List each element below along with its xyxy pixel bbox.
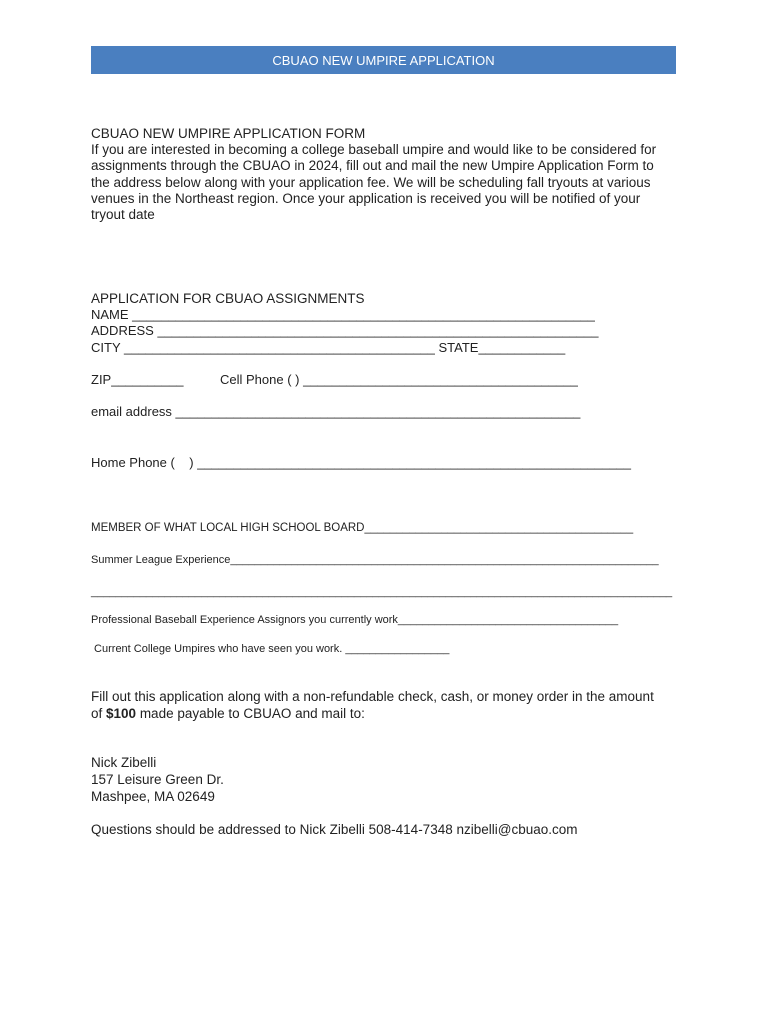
payment-suffix: made payable to CBUAO and mail to:	[136, 706, 365, 721]
application-heading: APPLICATION FOR CBUAO ASSIGNMENTS	[91, 291, 365, 306]
summer-league-field[interactable]: Summer League Experience______________________________________________________________________	[91, 554, 659, 566]
cell-phone-field[interactable]: Cell Phone ( ) ______________________________________	[220, 372, 578, 387]
mail-to-city: Mashpee, MA 02649	[91, 789, 215, 804]
intro-line: assignments through the CBUAO in 2024, fill out and mail the new Umpire Application Form to	[91, 158, 654, 174]
address-field[interactable]: ADDRESS _____________________________________________________________	[91, 323, 599, 338]
member-board-field[interactable]: MEMBER OF WHAT LOCAL HIGH SCHOOL BOARD__________________________________________	[91, 522, 634, 534]
form-title: CBUAO NEW UMPIRE APPLICATION FORM	[91, 126, 366, 141]
intro-line: tryout date	[91, 207, 155, 223]
banner-title: CBUAO NEW UMPIRE APPLICATION	[272, 52, 495, 68]
payment-prefix: of	[91, 706, 107, 721]
email-field[interactable]: email address ________________________________________________________	[91, 404, 581, 419]
blank-line-field[interactable]: _______________________________________________________________________________________________	[91, 586, 673, 598]
fee-amount: $100	[106, 706, 137, 721]
contact-line: Questions should be addressed to Nick Zibelli 508-414-7348 nzibelli@cbuao.com	[91, 822, 578, 837]
pro-experience-field[interactable]: Professional Baseball Experience Assignors you currently work____________________________________	[91, 614, 619, 626]
city-state-field[interactable]: CITY ___________________________________________ STATE____________	[91, 340, 566, 355]
mail-to-name: Nick Zibelli	[91, 755, 157, 770]
title-banner	[91, 46, 676, 74]
payment-line-1: Fill out this application along with a non-refundable check, cash, or money order in the amount	[91, 689, 654, 704]
college-umpires-field[interactable]: Current College Umpires who have seen you work. _________________	[91, 643, 450, 655]
intro-line: the address below along with your application fee. We will be scheduling fall tryouts at various	[91, 174, 651, 190]
payment-line-2	[91, 706, 365, 722]
intro-line: venues in the Northeast region. Once your application is received you will be notified of your	[91, 190, 641, 206]
home-phone-field[interactable]: Home Phone ( ) ____________________________________________________________	[91, 455, 632, 470]
intro-line: If you are interested in becoming a college baseball umpire and would like to be considered for	[91, 142, 657, 158]
mail-to-street: 157 Leisure Green Dr.	[91, 772, 224, 787]
name-field[interactable]: NAME ________________________________________________________________	[91, 307, 595, 322]
intro-section	[91, 126, 691, 223]
zip-field[interactable]: ZIP__________	[91, 372, 184, 387]
